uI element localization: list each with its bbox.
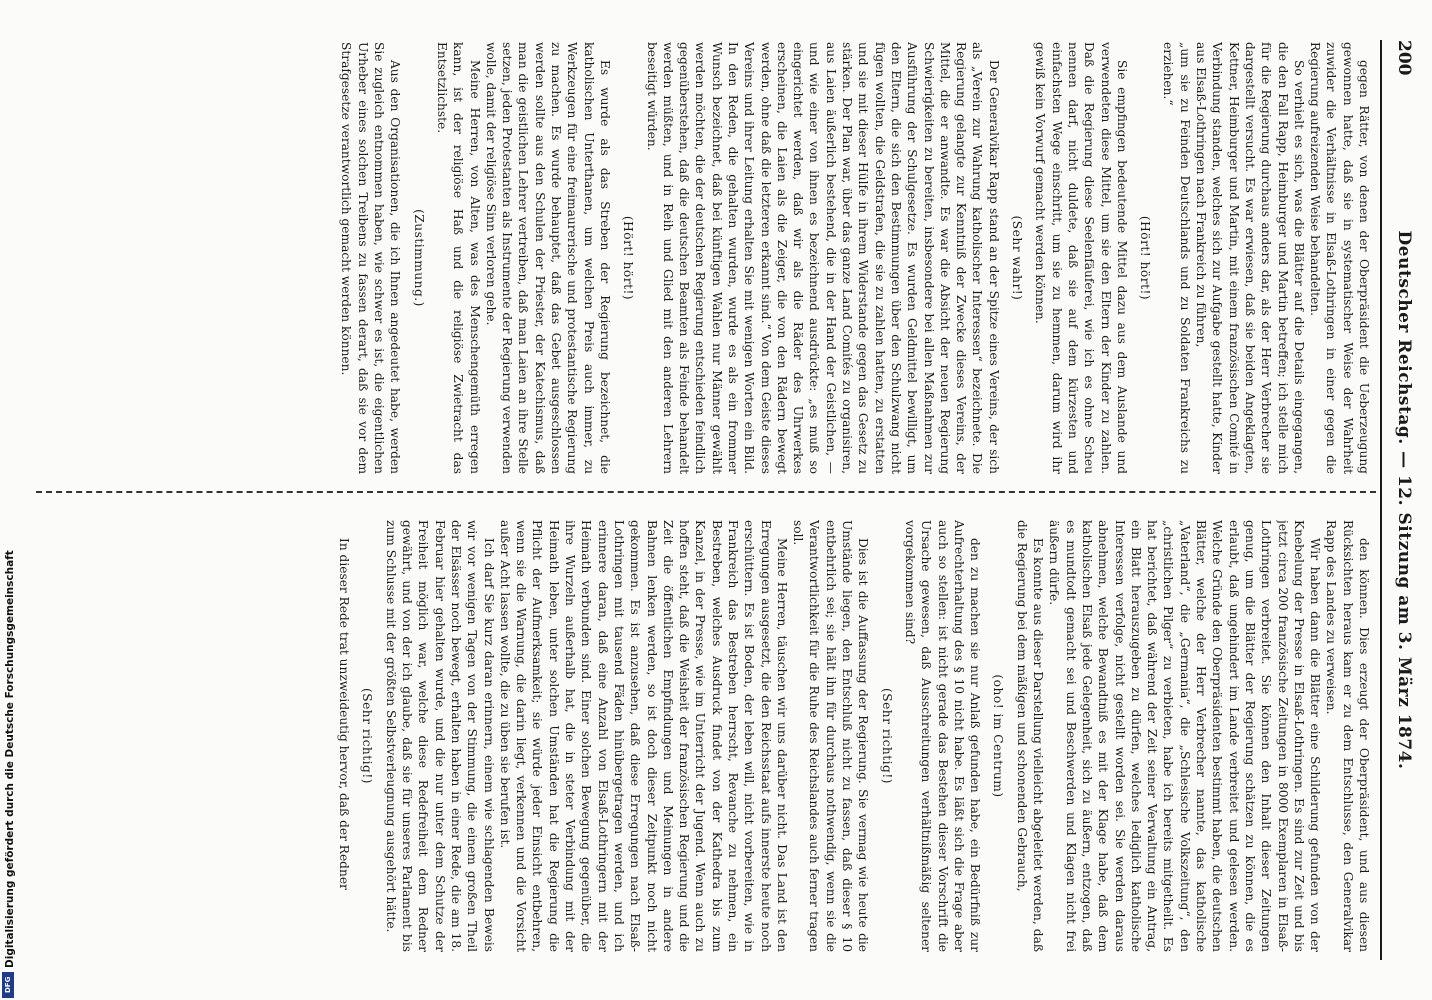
right-paragraph: Dies ist die Auffassung der Regierung. Sie vermag wie heute die Umstände liegen, den Entschluß nicht zu fassen, daß dieser § 10 entbehrlich sei; sie hält ihn für durchaus nothwendig, wenn sie die Verantwortlichkeit für die Ruhe des Reichslandes auch ferner tragen soll. bbox=[791, 520, 871, 952]
page-title: Deutscher Reichstag. — 12. Sitzung am 3. März 1874. bbox=[1394, 230, 1414, 770]
rotated-page-content bbox=[16, 0, 1416, 1000]
left-paragraph: So verhielt es sich, was die Blätter auf die Details eingegangen, die den Fall Rapp, Heimburger und Martin betreffen; ich stelle mich für die Regierung durchaus anders dar, als der Herr Verbrecher sie dargestellt versucht. Es war erwiesen, daß sie beiden Angeklagten, Kettner, Heimburger und Martin, mit einem französischen Comité in Verbindung standen, welches sich zur Aufgabe gestellt hatte, Kinder aus Elsaß-Lothringen nach Frankreich zu führen, bbox=[1194, 42, 1306, 474]
left-paragraph: Es wurde als das Streben der Regierung bezeichnet, die katholischen Unterthanen, um welchen Preis auch immer, zu Werkzeugen für eine freimaurerische und protestantische Regierung zu machen. Es wurde behauptet, daß das Gebet ausgeschlossen werden sollte aus den Schulen der Priester, der Katechismus, daß man die geistlichen Lehrer vertreiben, daß man Laien an ihre Stelle setzen, jeden Protestanten als Instrumente der Regierung verwenden wolle, damit der religiöse Sinn verloren gehe. bbox=[483, 42, 612, 474]
left-paragraph: „um sie zu Feinden Deutschlands und zu Soldaten Frankreichs zu erziehen.“ bbox=[1161, 42, 1192, 474]
page-header bbox=[1386, 0, 1416, 1000]
left-paragraph: gegen Rätter, von denen der Oberpräsident die Ueberzeugung gewonnen hatte, daß sie in systematischer Weise der Wahrheit zuwider die Verhältnisse in Elsaß-Lothringen in einer gegen die Regierung aufreizenden Weise behandelten. bbox=[1308, 42, 1371, 474]
right-paragraph: Ich darf Sie kurz daran erinnern, einem wie schlagenden Beweis wir vor wenigen Tagen von der Stimmung, die einem großen Theil der Elsässer noch bewegt, erhalten haben in einer Rede, die am 18. Februar hier gehalten wurde, und die nur unter dem Schutze der Freiheit möglich war, welche diese Redefreiheit dem Redner gewährt, und von der ich glaube, daß sie für unseres Parlament bis zum Schlusse mit der größten Selbstverleugnung ausgehört hätte. bbox=[383, 520, 496, 952]
left-paragraph: Meine Herren, von Alten, was des Menschengemüth erregen kann, ist der religiöse Haß und die religiöse Zwietracht das Entsetzlichste. bbox=[434, 42, 482, 474]
left-column bbox=[22, 42, 1372, 474]
column-divider bbox=[36, 491, 1376, 493]
right-paragraph: Es konnte aus dieser Darstellung vielleicht abgeleitet werden, daß die Regierung bei dem mäßigen und schonenden Gebrauch, bbox=[1014, 520, 1046, 952]
digitization-credit bbox=[0, 0, 16, 1000]
left-paragraph: Sie empfingen bedeutende Mittel dazu aus dem Auslande und verwendeten diese Mittel, um sie den Eltern der Kinder zu zahlen. Daß die Regierung diese Seelenfäuferei, wie ich es ohne Scheu nennen darf, nicht duldete, daß sie auf dem kürzesten und einfachsten Wege einschritt, um sie zu hemmen, darum wird ihr gewiß kein Vorwurf gemacht werden können. bbox=[1033, 42, 1129, 474]
dfg-logo-text: DFG bbox=[4, 976, 12, 994]
right-interjection: (Sehr richtig!) bbox=[879, 687, 894, 784]
left-interjection: (Zustimmung.) bbox=[411, 209, 426, 307]
right-interjection: (oho! im Centrum) bbox=[991, 674, 1006, 798]
right-paragraph: den zu machen sie nur Anlaß gefunden habe, ein Bedürfniß zur Aufrechterhaltung des § 10 nicht habe. Es läßt sich die Frage aber auch so stellen: ist nicht gerade das Bestehen dieser Vorschrift die Ursache gewesen, daß Ausschreitungen verhältnißmäßig seltener vorgekommen sind? bbox=[902, 520, 983, 952]
right-paragraph: In dieser Rede trat unzweideutig hervor, daß der Redner bbox=[337, 538, 352, 890]
right-paragraph: Meine Herren, täuschen wir uns darüber nicht. Das Land ist den Erregungen ausgesetzt, die den Reichsstaat aufs innerste heute noch erschüttern. Es ist Boden, der leben will, nicht vorbereiten, wie in Frankreich das Bestreben herrscht, Revanche zu nehmen, ein Bestreben, welches Ausdruck findet von der Kathedra bis zum Kanzel, in der Presse, wie im Unterricht der Jugend. Wenn auch zu hoffen steht, daß die Weisheit der französischen Regierung und die Zeit die öffentlichen Empfindungen und Meinungen in andere Bahnen lenken werden, so ist doch dieser Zeitpunkt noch nicht gekommen. Es ist anzusehen, daß diese Erregungen nach Elsaß-Lothringen mit tausend Fäden hinübergetragen werden, und ich erinnere daran, daß eine Anzahl von Elsaß-Lothringern mit der Heimath verbunden sind. Einer solchen Bewegung gegenüber, die ihre Wurzeln außerhalb hat, die in steter Verbindung mit der Heimath leben, unter solchen Umständen hat die Regierung die Pflicht der Aufmerksamkeit; sie würde jeder Einsicht entbehren, wenn sie die Warnung, die darin liegt, verkennen und die Vorsicht außer Acht lassen wollte, die zu üben sie berufen ist. bbox=[497, 520, 789, 952]
left-interjection: (Hört! hört!) bbox=[621, 215, 636, 301]
page-number: 200 bbox=[1394, 40, 1414, 76]
right-paragraph: den können. Dies erzeugt der Oberpräsident, und aus diesen Rücksichten heraus kam er zu dem Entschlusse, den Generalvikar Rapp des Landes zu verweisen. bbox=[1324, 520, 1371, 952]
right-paragraph: Wir haben dann die Blätter eine Schilderung gefunden von der Knebelung der Presse in Elsaß-Lothringen. Es sind zur Zeit und bis jetzt circa 200 französische Zeitungen in 8000 Exemplaren in Elsaß-Lothringen verbreitet. Sie können den Inhalt dieser Zeitungen genug, um die Blätter der Regierung schätzen zu können, die es erlaubt, daß ungehindert im Lande verbreitet und gelesen werden. Welche Gründe den Oberpräsidenten bestimmt haben, die deutschen Blätter, welche der Herr Verbrecher nannte, das katholische „Vaterland“, die „Germania“, die „Schlesische Volkszeitung“, den „christlichen Pilger“ zu verbieten, habe ich bereits mitgetheilt. Es hat berichtet, daß während der Zeit seiner Verwaltung ein Antrag, ein Blatt herauszugeben zu dürfen, welches lediglich katholische Interessen verfolge, nicht gestellt worden sei. Sie werden daraus abnehmen, welche Bewandtniß es mit der Klage habe, daß dem katholischen Elsaß jede Gelegenheit, sich zu äußern, entzogen, daß es mundtodt gemacht sei und Beschwerden und Klagen nicht frei äußern dürfe. bbox=[1047, 520, 1323, 952]
header-rule bbox=[1380, 40, 1382, 960]
left-interjection: (Hört! hört!) bbox=[1138, 215, 1153, 301]
credit-text: Digitalisierung gefördert durch die Deutsche Forschungsgemeinschaft bbox=[4, 550, 16, 968]
left-paragraph: Aus den Organisationen, die ich Ihnen angedeutet habe, werden Sie zugleich entnommen haben, wie schwer es ist, die eigentlichen Urheber eines solchen Treibens zu fassen derart, daß sie vor dem Strafgesetze verantwortlich gemacht werden können. bbox=[339, 42, 403, 474]
left-paragraph: Der Generalvikar Rapp stand an der Spitze eines Vereins, der sich als „Verein zur Wahrung katholischer Interessen“ bezeichnete. Die Regierung gelangte zur Kenntniß der Zwecke dieses Vereins, der Mittel, die er anwandte. Es war die Absicht der neuen Regierung Schwierigkeiten zu bereiten, insbesondere bei allen Maßnahmen zur Ausführung der Schulgesetze. Es wurden Geldmittel bewilligt, um den Eltern, die sich den Bestimmungen über den Schulzwang nicht fügen wollten, die Geldstrafen, die sie zu zahlen hatten, zu erstatten und sie mit dieser Hülfe in ihrem Widerstande gegen das Gesetz zu stärken. Der Plan war, über das ganze Land Comités zu organisiren, aus Laien äußerlich bestehend, die in der Hand der Geistlichen, — und wie einer von ihnen es bezeichnend ausdrückte: „es muß so eingerichtet werden, daß wir als die Räder des Uhrwerkes erscheinen, die Laien als die Zeiger, die von den Rädern bewegt werden, ohne daß die letzteren erkannt sind.“ Von dem Geiste dieses Vereins und ihrer Leitung erhalten Sie mit wenigen Worten ein Bild. In den Reden, die gehalten wurden, wurde es als ein frommer Wunsch bezeichnet, daß bei künftigen Wahlen nur Männer gewählt werden möchten, die der deutschen Regierung entschieden feindlich gegenüberstehen, daß die deutschen Beamten als Feinde behandelt werden müßten, und in Reih und Glied mit den anderen Lehrern beseitigt würden. bbox=[644, 42, 1001, 474]
right-column bbox=[22, 520, 1372, 952]
dfg-logo bbox=[2, 972, 14, 998]
left-interjection: (Sehr wahr!) bbox=[1010, 215, 1025, 301]
right-interjection: (Sehr richtig!) bbox=[360, 687, 375, 784]
